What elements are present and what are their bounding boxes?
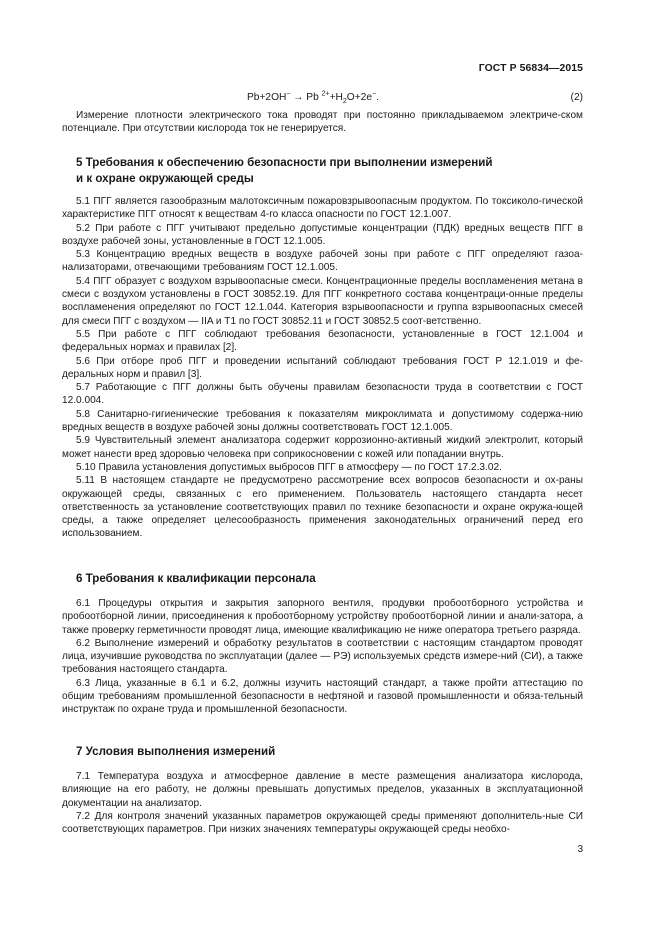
paragraph-5-6: 5.6 При отборе проб ПГГ и проведении испытаний соблюдают требования ГОСТ Р 12.1.019 и фе-деральных норм и правил [3]. xyxy=(62,355,583,380)
paragraph-6-3: 6.3 Лица, указанные в 6.1 и 6.2, должны изучить настоящий стандарт, а также пройти аттестацию по общим требованиям промышленной безопасности в нефтяной и газовой промышленности и обяза-тельный инструктаж по охране труда и промышленной безопасности. xyxy=(62,677,583,716)
section-7-heading: 7 Условия выполнения измерений xyxy=(76,745,276,758)
page-number: 3 xyxy=(577,844,583,855)
section-5-heading: 5 Требования к обеспечению безопасности при выполнении измерений и к охране окружающей среды xyxy=(76,156,493,185)
paragraph-5-4: 5.4 ПГГ образует с воздухом взрывоопасные смеси. Концентрационные пределы воспламенения метана в смеси с воздухом установлены в ГОСТ 30852.19. Для ПГГ конкретного состава концентраци-онные пределы воспламенения определяют по ГОСТ 12.1.044. Категория взрывоопасности и группа взрывоопасных смесей для смеси ПГГ с воздухом — IIA и Т1 по ГОСТ 30852.11 и ГОСТ 30852.5 соот-ветственно. xyxy=(62,275,583,327)
paragraph-5-1: 5.1 ПГГ является газообразным малотоксичным пожаровзрывоопасным продуктом. По токсиколо-гической характеристике ПГГ относят к веществам 4-го класса опасности по ГОСТ 12.1.007. xyxy=(62,196,583,221)
section-5-body xyxy=(62,195,583,541)
intro-text xyxy=(62,109,583,136)
paragraph-5-2: 5.2 При работе с ПГГ учитывают предельно допустимые концентрации (ПДК) вредных веществ ПГГ в воздухе рабочей зоны, установленные в ГОСТ 12.1.005. xyxy=(62,222,583,247)
paragraph-7-2: 7.2 Для контроля значений указанных параметров окружающей среды применяют дополнитель-ные СИ соответствующих параметров. При низких значениях температуры окружающей среды необхо- xyxy=(62,810,583,836)
section-6-heading: 6 Требования к квалификации персонала xyxy=(76,572,316,585)
paragraph-5-8: 5.8 Санитарно-гигиенические требования к показателям микроклимата и допустимому содержа-нию вредных веществ в воздухе рабочей зоны должны соответствовать ГОСТ 12.1.005. xyxy=(62,408,583,434)
formula-number: (2) xyxy=(570,92,583,103)
section-6-body xyxy=(62,597,583,717)
paragraph-7-1: 7.1 Температура воздуха и атмосферное давление в месте размещения анализатора кислорода, влияющие на его работу, не должны превышать допустимых пределов, указанных в эксплуатационной документации на анализатор. xyxy=(62,771,583,809)
paragraph-5-10: 5.10 Правила установления допустимых выбросов ПГГ в атмосферу — по ГОСТ 17.2.3.02. xyxy=(76,461,502,473)
paragraph-5-9: 5.9 Чувствительный элемент анализатора содержит коррозионно-активный жидкий электролит, который может нанести вред здоровью человека при соприкосновении с кожей или попадании внутрь. xyxy=(62,435,583,460)
reaction-equation: Pb+2OH− → Pb $^{2+}+H_2O+2e^-$. xyxy=(247,90,379,106)
section-7-body xyxy=(62,770,583,836)
paragraph-5-7: 5.7 Работающие с ПГГ должны быть обучены правилам безопасности труда в соответствии с ГОСТ 12.0.004. xyxy=(62,382,583,407)
paragraph-5-11: 5.11 В настоящем стандарте не предусмотрено рассмотрение всех вопросов безопасности и ох-раны окружающей среды, связанных с его применением. Пользователь настоящего стандарта несет ответственность за установление соответствующих правил по технике безопасности и охране окружа-ющей среды, а также определяет целесообразность применения законодательных ограничений перед его использованием. xyxy=(62,475,583,540)
paragraph-6-2: 6.2 Выполнение измерений и обработку результатов в соответствии с настоящим стандартом проводят лица, изучившие руководства по эксплуатации (далее — РЭ) используемых средств измере-ний (СИ), а также требования настоящего стандарта. xyxy=(62,637,583,676)
paragraph: Измерение плотности электрического тока проводят при постоянно прикладываемом электриче-ском потенциале. При отсутствии кислорода ток не генерируется. xyxy=(62,110,583,135)
paragraph-5-3: 5.3 Концентрацию вредных веществ в воздухе рабочей зоны при работе с ПГГ определяют газоа-нализаторами, отвечающими требованиям ГОСТ 12.1.005. xyxy=(62,249,583,274)
paragraph-5-5: 5.5 При работе с ПГГ соблюдают требования безопасности, установленные в ГОСТ 12.1.004 и федеральных нормах и правилах [2]. xyxy=(62,328,583,354)
paragraph-6-1: 6.1 Процедуры открытия и закрытия запорного вентиля, продувки пробоотборного устройства и пробоотборной линии, присоединения к пробоотборному устройству пробоотборной линии и анали-затора, а также проверку герметичности проводят лица, имеющие квалификацию не ниже оператора третьего разряда. xyxy=(62,598,583,636)
standard-header: ГОСТ Р 56834—2015 xyxy=(478,63,583,74)
